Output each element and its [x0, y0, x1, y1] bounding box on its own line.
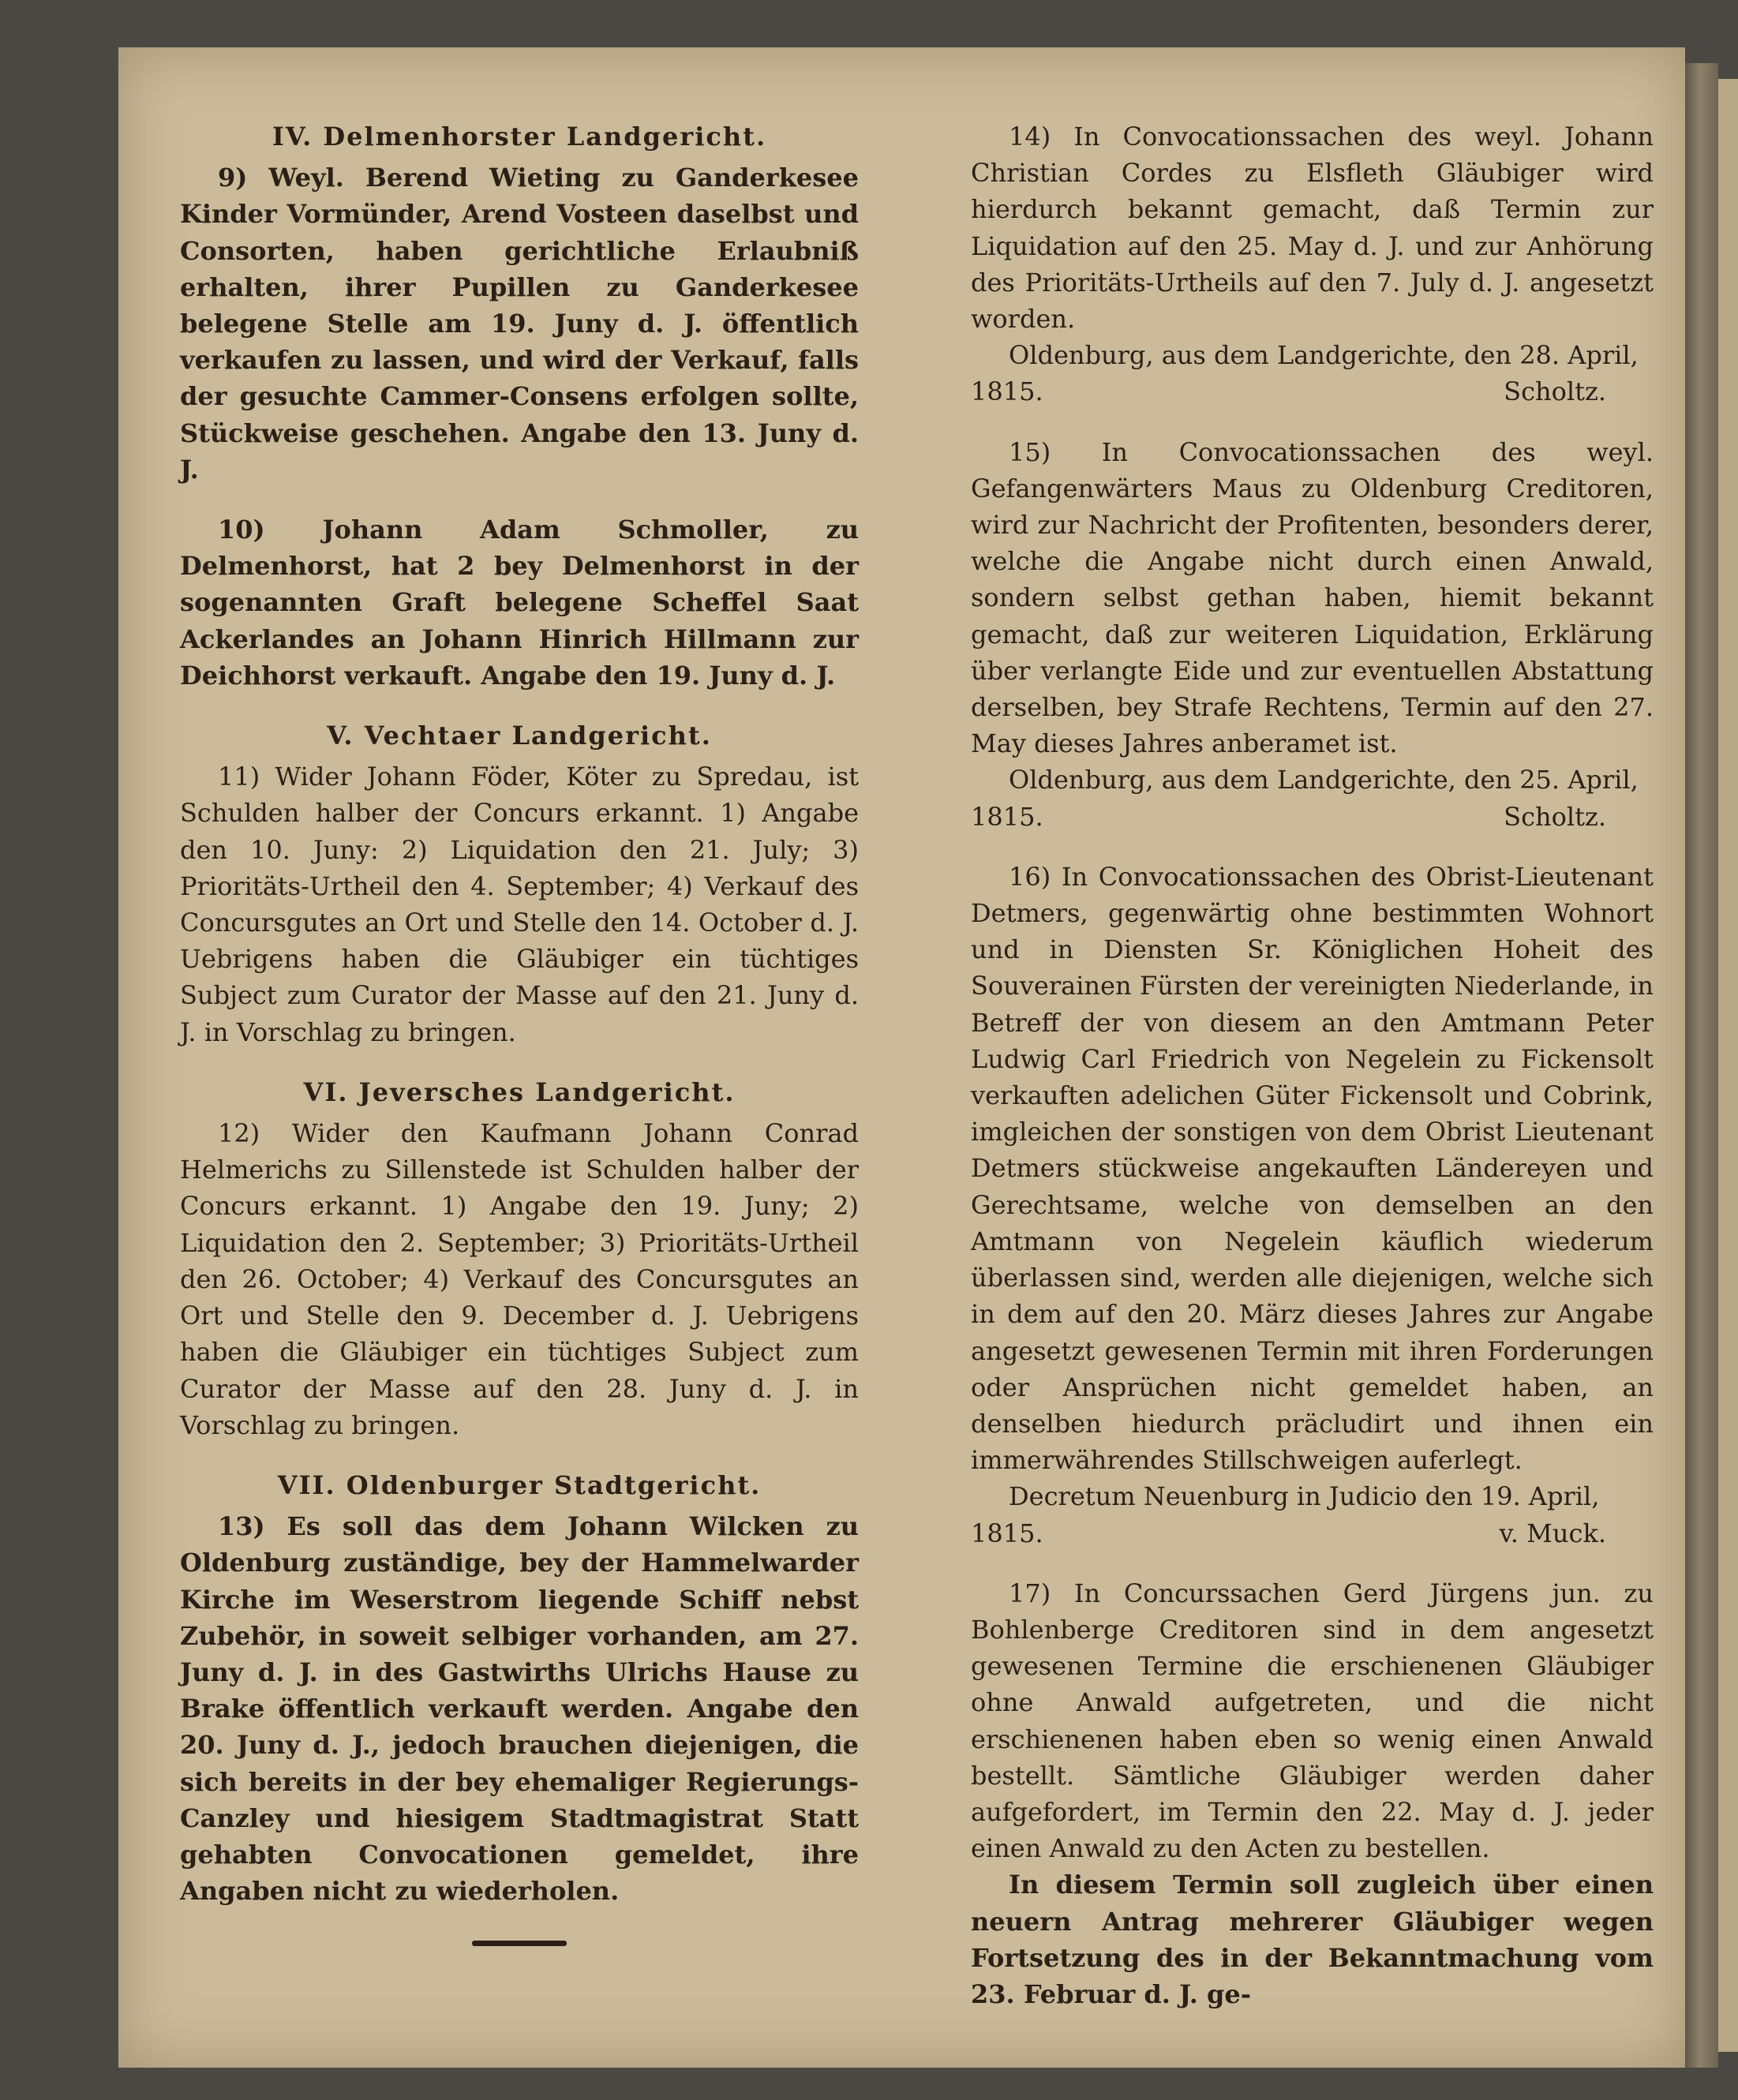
entry-16-year: 1815.	[971, 1518, 1043, 1548]
document-page	[118, 47, 1685, 2068]
section-v-heading: V. Vechtaer Landgericht.	[327, 721, 712, 751]
entry-11: 11) Wider Johann Föder, Köter zu Spredau, ist Schulden halber der Concurs erkannt. 1) Angabe den 10. Juny: 2) Liquidation den 21. July; 3) Prioritäts-Urtheil den 4. September; 4) Verkauf des Concursgutes an Ort und Stelle den 14. October d. J. Uebrigens haben die Gläubiger ein tüchtiges Subject zum Curator der Masse auf den 21. Juny d. J. in Vorschlag zu bringen.	[180, 762, 859, 1047]
entry-14-year: 1815.	[971, 376, 1043, 407]
right-column	[971, 118, 1654, 2012]
left-column	[180, 118, 859, 1946]
book-spine	[1685, 63, 1718, 2068]
entry-14: 14) In Convocationssachen des weyl. Johann Christian Cordes zu Elsfleth Gläubiger wird hierdurch bekannt gemacht, daß Termin zur Liquidation auf den 25. May d. J. und zur Anhörung des Prioritäts-Urtheils auf den 7. July d. J. angesetzt worden.	[971, 122, 1654, 335]
entry-9: 9) Weyl. Berend Wieting zu Ganderkesee Kinder Vormünder, Arend Vosteen daselbst und Consorten, haben gerichtliche Erlaubniß erhalten, ihrer Pupillen zu Ganderkesee belegene Stelle am 19. Juny d. J. öffentlich verkaufen zu lassen, und wird der Verkauf, falls der gesuchte Cammer-Consens erfolgen sollte, Stückweise geschehen. Angabe den 13. Juny d. J.	[180, 163, 859, 485]
entry-16-signature: v. Muck.	[1499, 1518, 1606, 1548]
entry-13: 13) Es soll das dem Johann Wilcken zu Oldenburg zuständige, bey der Hammelwarder Kirche im Weserstrom liegende Schiff nebst Zubehör, in soweit selbiger vorhanden, am 27. Juny d. J. in des Gastwirths Ulrichs Hause zu Brake öffentlich verkauft werden. Angabe den 20. Juny d. J., jedoch brauchen diejenigen, die sich bereits in der bey ehemaliger Regierungs-Canzley und hiesigem Stadtmagistrat Statt gehabten Convocationen gemeldet, ihre Angaben nicht zu wiederholen.	[180, 1511, 859, 1907]
entry-12: 12) Wider den Kaufmann Johann Conrad Helmerichs zu Sillenstede ist Schulden halber der Concurs erkannt. 1) Angabe den 19. Juny; 2) Liquidation den 2. September; 3) Prioritäts-Urtheil den 26. October; 4) Verkauf des Concursgutes an Ort und Stelle den 9. December d. J. Uebrigens haben die Gläubiger ein tüchtiges Subject zum Curator der Masse auf den 28. Juny d. J. in Vorschlag zu bringen.	[180, 1118, 859, 1440]
entry-17-continuation: In diesem Termin soll zugleich über einen neuern Antrag mehrerer Gläubiger wegen Fortsetzung des in der Bekanntmachung vom 23. Februar d. J. ge-	[971, 1870, 1654, 2009]
closing-rule	[472, 1941, 567, 1946]
section-vi-heading: VI. Jeversches Landgericht.	[303, 1076, 736, 1107]
entry-15: 15) In Convocationssachen des weyl. Gefangenwärters Maus zu Oldenburg Creditoren, wird zur Nachricht der Profitenten, besonders derer, welche die Angabe nicht durch einen Anwald, sondern selbst gethan haben, hiemit bekannt gemacht, daß zur weiteren Liquidation, Erklärung über verlangte Eide und zur eventuellen Abstattung derselben, bey Strafe Rechtens, Termin auf den 27. May dieses Jahres anberamet ist.	[971, 436, 1654, 759]
entry-14-signature: Scholtz.	[1504, 376, 1606, 407]
entry-15-place: Oldenburg, aus dem Landgerichte, den 25. April,	[1009, 765, 1639, 795]
entry-15-year: 1815.	[971, 801, 1043, 832]
entry-16: 16) In Convocationssachen des Obrist-Lieutenant Detmers, gegenwärtig ohne bestimmten Wohnort und in Diensten Sr. Königlichen Hoheit des Souverainen Fürsten der vereinigten Niederlande, in Betreff der von diesem an den Amtmann Peter Ludwig Carl Friedrich von Negelein zu Fickensolt verkauften adelichen Güter Fickensolt und Cobrink, imgleichen der sonstigen von dem Obrist Lieutenant Detmers stückweise angekauften Ländereyen und Gerechtsame, welche von demselben an den Amtmann von Negelein käuflich wiederum überlassen sind, werden alle diejenigen, welche sich in dem auf den 20. März dieses Jahres zur Angabe angesetzt gewesenen Termin mit ihren Forderungen oder Ansprüchen nicht gemeldet haben, an denselben hiedurch präcludirt und ihnen ein immerwährendes Stillschweigen auferlegt.	[971, 861, 1654, 1476]
entry-16-signature-line	[971, 1515, 1654, 1552]
section-iv-heading: IV. Delmenhorster Landgericht.	[272, 122, 767, 152]
entry-17: 17) In Concurssachen Gerd Jürgens jun. zu Bohlenberge Creditoren sind in dem angesetzt gewesenen Termine die erschienenen Gläubiger ohne Anwald aufgetreten, und die nicht erschienenen haben eben so wenig einen Anwald bestellt. Sämtliche Gläubiger werden daher aufgefordert, im Termin den 22. May d. J. jeder einen Anwald zu den Acten zu bestellen.	[971, 1578, 1654, 1864]
entry-14-signature-line	[971, 373, 1654, 410]
entry-15-signature-line	[971, 799, 1654, 835]
entry-16-place: Decretum Neuenburg in Judicio den 19. April,	[1009, 1481, 1600, 1512]
entry-14-place: Oldenburg, aus dem Landgerichte, den 28. April,	[1009, 340, 1639, 371]
entry-15-signature: Scholtz.	[1504, 801, 1606, 832]
section-vii-heading: VII. Oldenburger Stadtgericht.	[277, 1469, 762, 1500]
entry-10: 10) Johann Adam Schmoller, zu Delmenhorst, hat 2 bey Delmenhorst in der sogenannten Graft belegene Scheffel Saat Ackerlandes an Johann Hinrich Hillmann zur Deichhorst verkauft. Angabe den 19. Juny d. J.	[180, 515, 859, 691]
